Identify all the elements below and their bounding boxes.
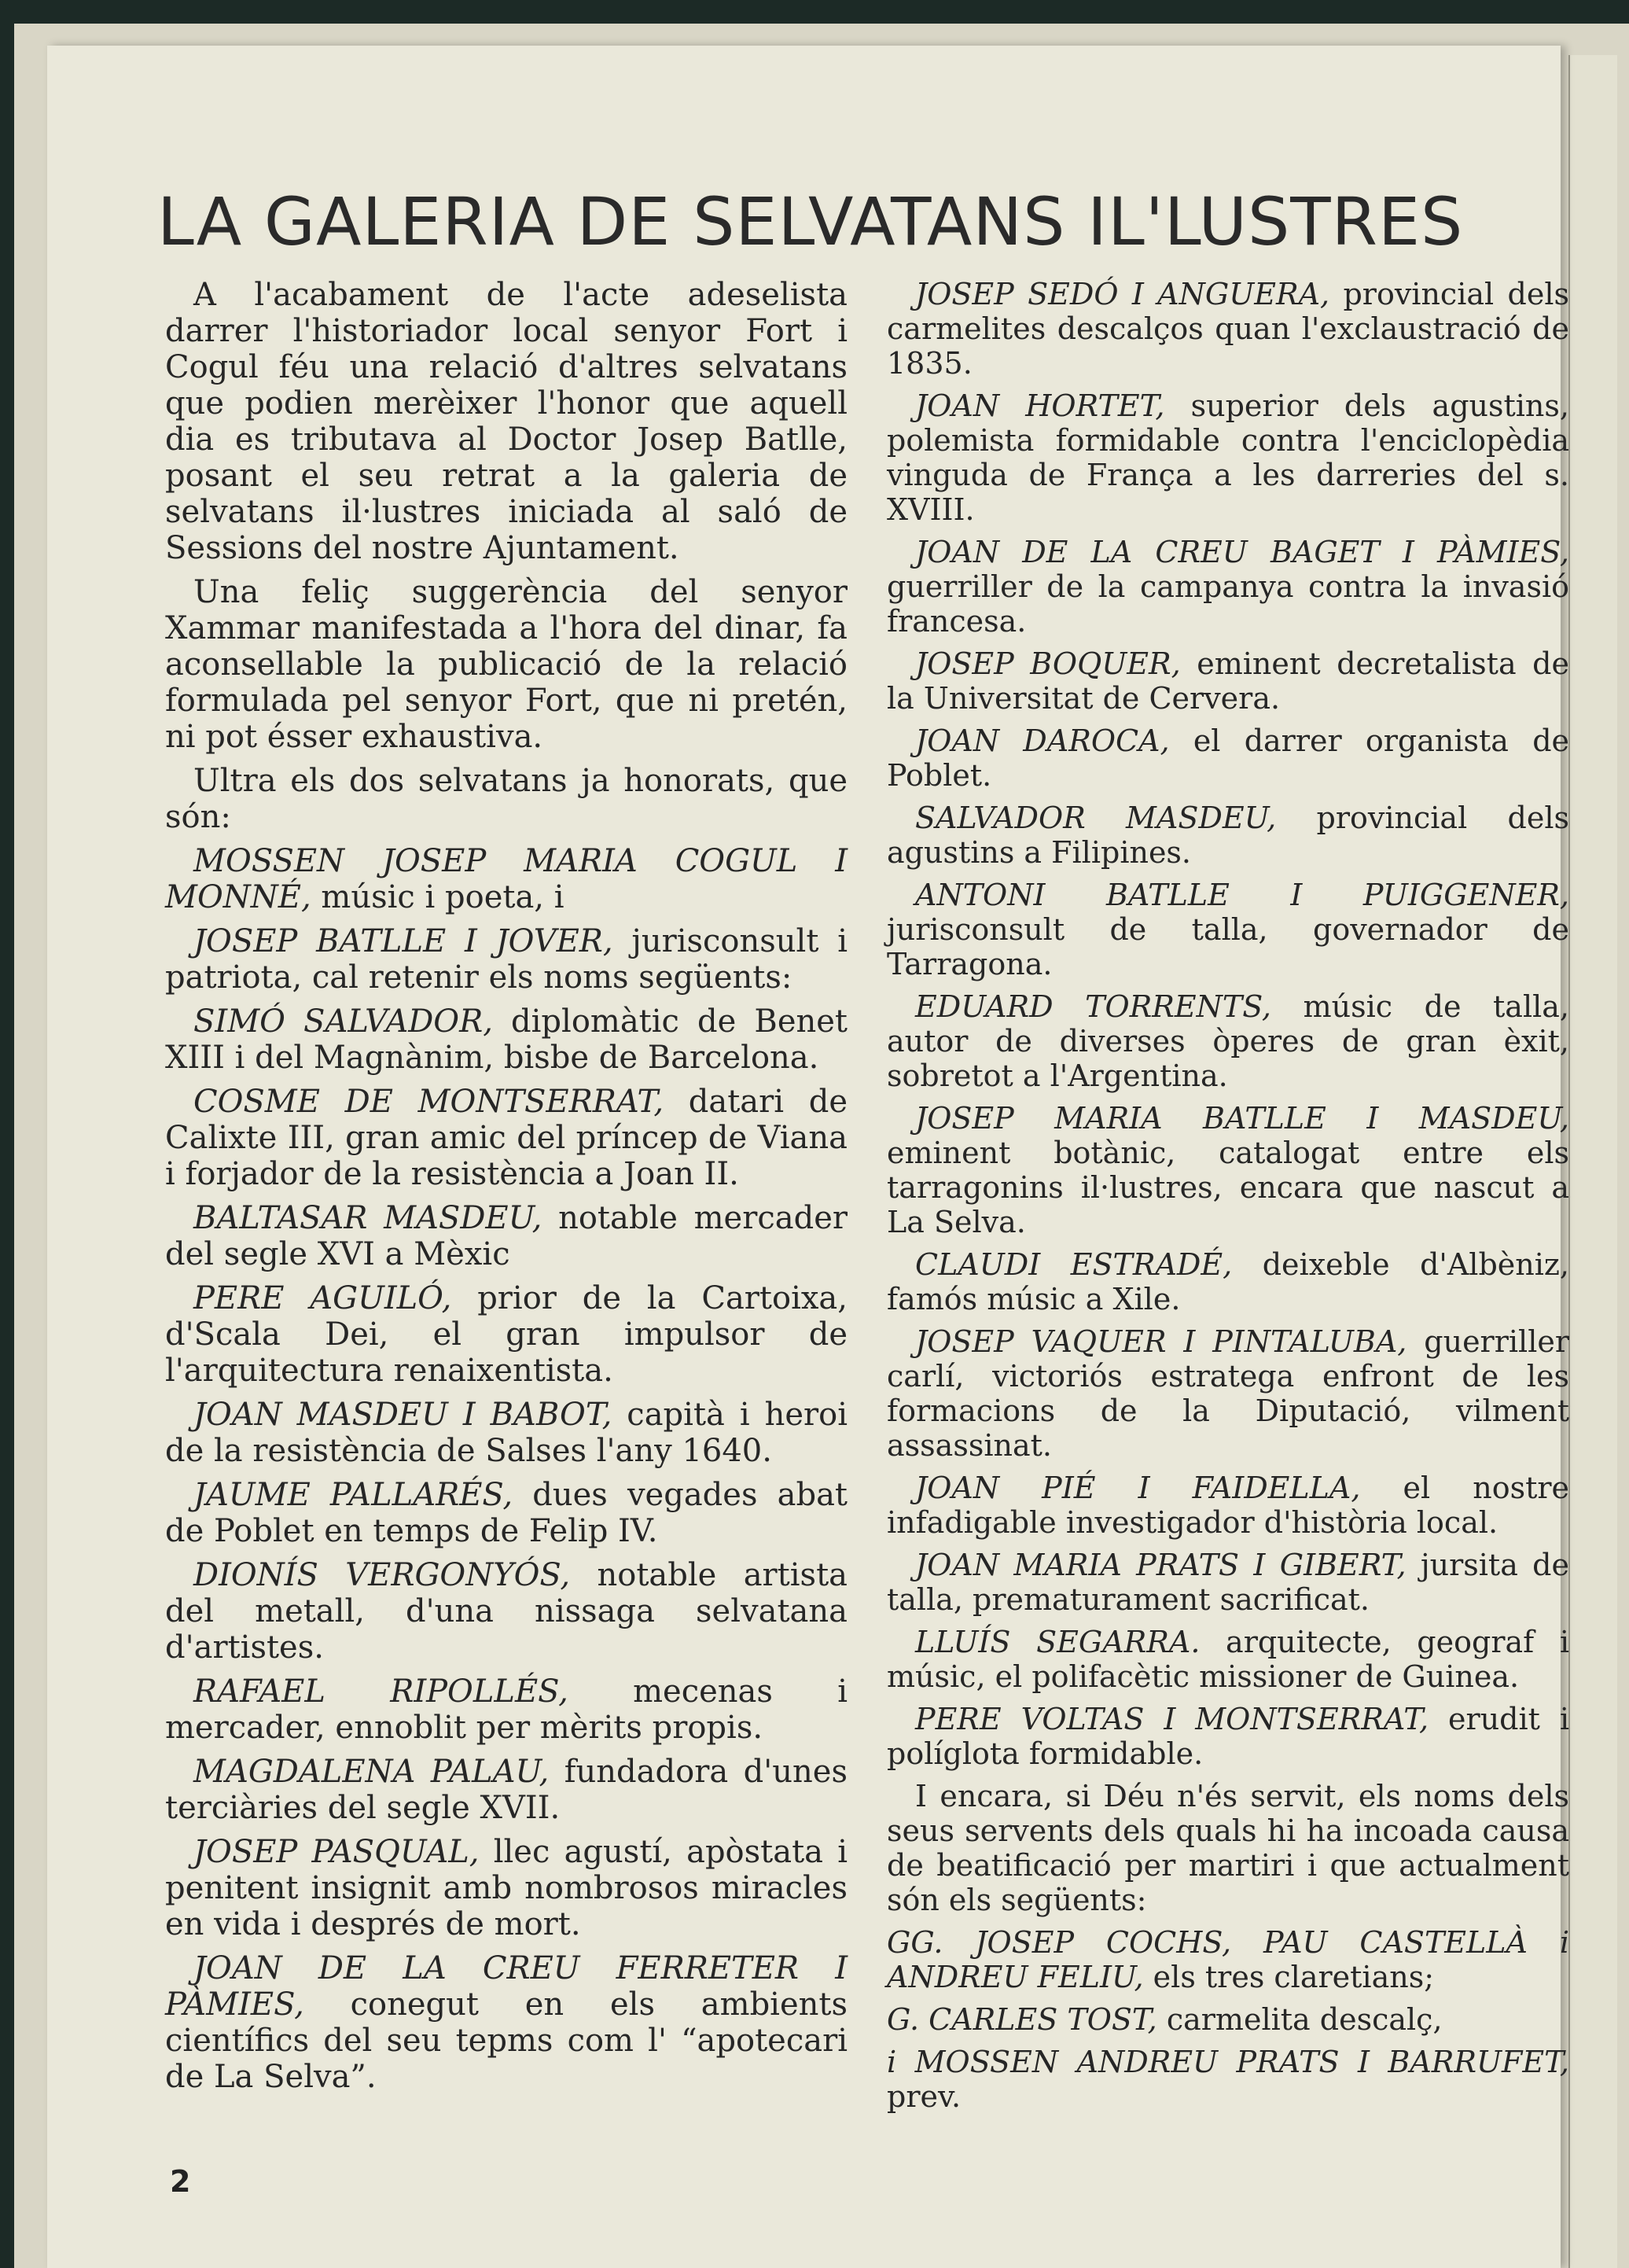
paragraph-text: A l'acabament de l'acte adeselista darrer l'historiador local senyor Fort i Cogul féu una relació d'altres selvatans que podien merèixer l'honor que aquell dia es tributava al Doctor Josep Batlle, posant el seu retrat a la galeria de selvatans il·lustres iniciada al saló de Sessions del nostre Ajuntament. xyxy=(165,277,848,566)
paragraph-text: Una feliç suggerència del senyor Xammar manifestada a l'hora del dinar, fa aconsellable la publicació de la relació formulada pel senyor Fort, que ni pretén, ni pot ésser exhaustiva. xyxy=(165,574,848,755)
paragraph-text: deixeble d'Albèniz, famós músic a Xile. xyxy=(887,1247,1569,1316)
person-name: SIMÓ SALVADOR, xyxy=(193,1003,493,1040)
paragraph xyxy=(887,989,1569,1093)
paragraph-text: mecenas i mercader, ennoblit per mèrits propis. xyxy=(165,1673,848,1746)
paragraph xyxy=(887,1324,1569,1463)
person-name: JOSEP VAQUER I PINTALUBA, xyxy=(915,1324,1407,1359)
paragraph-text: el nostre infadigable investigador d'història local. xyxy=(887,1471,1570,1540)
paragraph-text: I encara, si Déu n'és servit, els noms dels seus servents dels quals hi ha incoada causa de beatificació per martiri i que actualment són els següents: xyxy=(887,1779,1569,1917)
person-name: LLUÍS SEGARRA. xyxy=(915,1625,1201,1659)
person-name: CLAUDI ESTRADÉ, xyxy=(915,1247,1233,1282)
person-name: JOSEP MARIA BATLLE I MASDEU, xyxy=(915,1101,1569,1136)
paragraph-text: provincial dels carmelites descalços quan l'exclaustració de 1835. xyxy=(887,277,1569,381)
person-name: RAFAEL RIPOLLÉS, xyxy=(193,1673,568,1710)
paragraph-text: jurisconsult de talla, governador de Tarragona. xyxy=(887,912,1569,981)
person-name: JOSEP SEDÓ I ANGUERA, xyxy=(915,277,1330,311)
paragraph xyxy=(887,277,1569,381)
person-name: JOSEP PASQUAL, xyxy=(193,1834,480,1870)
next-page-edge xyxy=(1568,55,1617,2268)
paragraph-text: datari de Calixte III, gran amic del príncep de Viana i forjador de la resistència a Joan II. xyxy=(165,1084,848,1192)
paragraph-text: erudit i políglota formidable. xyxy=(887,1702,1569,1771)
paragraph xyxy=(887,535,1569,639)
paragraph-text: carmelita descalç, xyxy=(1156,2002,1443,2037)
person-name: G. CARLES TOST, xyxy=(887,2002,1157,2037)
paragraph-text: notable mercader del segle XVI a Mèxic xyxy=(165,1200,848,1272)
paragraph-text: capità i heroi de la resistència de Salses l'any 1640. xyxy=(165,1397,848,1469)
paragraph-text: superior dels agustins, polemista formidable contra l'enciclopèdia vinguda de França a les darreries del s. XVIII. xyxy=(887,388,1569,527)
paragraph-text: eminent decretalista de la Universitat de Cervera. xyxy=(887,646,1569,716)
page-number: 2 xyxy=(170,2164,191,2199)
person-name: JOSEP BOQUER, xyxy=(915,646,1181,681)
paragraph xyxy=(165,277,848,566)
paragraph xyxy=(165,574,848,755)
person-name: GG. JOSEP COCHS, PAU CASTELLÀ i ANDREU FELIU, xyxy=(887,1925,1569,1994)
person-name: JOAN MARIA PRATS I GIBERT, xyxy=(915,1548,1407,1582)
paragraph xyxy=(887,646,1569,716)
person-name: JOAN DAROCA, xyxy=(915,723,1170,758)
paragraph-text: guerriller carlí, victoriós estratega enfront de les formacions de la Diputació, vilment assassinat. xyxy=(887,1324,1570,1463)
paragraph xyxy=(887,1247,1569,1316)
person-name: JOAN MASDEU I BABOT, xyxy=(193,1397,612,1433)
paragraph xyxy=(887,878,1569,981)
paragraph-text: Ultra els dos selvatans ja honorats, que són: xyxy=(165,763,848,835)
person-name: MAGDALENA PALAU, xyxy=(193,1754,550,1790)
paragraph-text: músic de talla, autor de diverses òperes de gran èxit, sobretot a l'Argentina. xyxy=(887,989,1569,1093)
paragraph xyxy=(165,1557,848,1666)
paragraph xyxy=(887,388,1569,527)
person-name: EDUARD TORRENTS, xyxy=(915,989,1271,1024)
paragraph xyxy=(165,1673,848,1746)
person-name: PERE AGUILÓ, xyxy=(193,1280,452,1316)
paragraph xyxy=(887,1625,1569,1694)
paragraph xyxy=(887,1471,1569,1540)
right-column xyxy=(887,277,1569,2122)
paragraph xyxy=(887,1702,1569,1771)
paragraph xyxy=(887,1779,1569,1917)
paragraph-text: conegut en els ambients científics del seu tepms com l' “apotecari de La Selva”. xyxy=(165,1986,848,2095)
paragraph xyxy=(887,801,1569,870)
paragraph-text: dues vegades abat de Poblet en temps de Felip IV. xyxy=(165,1477,848,1549)
person-name: JOSEP BATLLE I JOVER, xyxy=(193,923,613,959)
paragraph-text: llec agustí, apòstata i penitent insignit amb nombrosos miracles en vida i després de mort. xyxy=(165,1834,848,1942)
paragraph-text: notable artista del metall, d'una nissaga selvatana d'artistes. xyxy=(165,1557,848,1666)
paragraph-text: guerriller de la campanya contra la invasió francesa. xyxy=(887,569,1569,639)
paragraph xyxy=(887,2045,1569,2114)
person-name: COSME DE MONTSERRAT, xyxy=(193,1084,664,1120)
paragraph xyxy=(165,1200,848,1272)
person-name: BALTASAR MASDEU, xyxy=(193,1200,542,1236)
paragraph-text: diplomàtic de Benet XIII i del Magnànim, bisbe de Barcelona. xyxy=(165,1003,848,1076)
paragraph-text: el darrer organista de Poblet. xyxy=(887,723,1570,793)
paragraph xyxy=(165,1084,848,1192)
paragraph-text: músic i poeta, i xyxy=(311,879,564,915)
paragraph-text: prev. xyxy=(887,2079,962,2114)
paragraph xyxy=(165,1754,848,1826)
paragraph xyxy=(165,1477,848,1549)
paragraph-text: eminent botànic, catalogat entre els tarragonins il·lustres, encara que nascut a La Selva. xyxy=(887,1136,1569,1239)
paragraph xyxy=(887,723,1569,793)
paragraph-text: jurisconsult i patriota, cal retenir els noms següents: xyxy=(165,923,848,996)
paragraph-text: fundadora d'unes terciàries del segle XVII. xyxy=(165,1754,848,1826)
paragraph-text: jursita de talla, prematurament sacrificat. xyxy=(887,1548,1569,1617)
person-name: DIONÍS VERGONYÓS, xyxy=(193,1557,571,1593)
paragraph xyxy=(165,763,848,835)
paragraph xyxy=(165,923,848,996)
person-name: SALVADOR MASDEU, xyxy=(915,801,1277,835)
left-column xyxy=(165,277,848,2103)
article-title: LA GALERIA DE SELVATANS IL'LUSTRES xyxy=(157,183,1464,260)
paragraph-text: els tres claretians; xyxy=(1143,1960,1434,1994)
paragraph xyxy=(165,1003,848,1076)
person-name: MOSSEN JOSEP MARIA COGUL I MONNÉ, xyxy=(165,843,848,915)
person-name: JOAN DE LA CREU FERRETER I PÀMIES, xyxy=(165,1950,848,2023)
paragraph xyxy=(165,1950,848,2095)
paragraph xyxy=(165,1834,848,1942)
person-name: i MOSSEN ANDREU PRATS I BARRUFET, xyxy=(887,2045,1569,2079)
paragraph xyxy=(165,1280,848,1389)
paragraph-text: prior de la Cartoixa, d'Scala Dei, el gran impulsor de l'arquitectura renaixentista. xyxy=(165,1280,848,1389)
person-name: JAUME PALLARÉS, xyxy=(193,1477,513,1513)
paragraph xyxy=(887,1548,1569,1617)
person-name: JOAN PIÉ I FAIDELLA, xyxy=(915,1471,1361,1505)
paragraph xyxy=(165,843,848,915)
paragraph xyxy=(165,1397,848,1469)
paragraph-text: arquitecte, geograf i músic, el polifacètic missioner de Guinea. xyxy=(887,1625,1569,1694)
person-name: JOAN DE LA CREU BAGET I PÀMIES, xyxy=(915,535,1569,569)
person-name: JOAN HORTET, xyxy=(915,388,1165,423)
paragraph xyxy=(887,2002,1569,2037)
paragraph xyxy=(887,1925,1569,1994)
person-name: ANTONI BATLLE I PUIGGENER, xyxy=(915,878,1569,912)
paragraph-text: provincial dels agustins a Filipines. xyxy=(887,801,1569,870)
person-name: PERE VOLTAS I MONTSERRAT, xyxy=(915,1702,1429,1736)
paragraph xyxy=(887,1101,1569,1239)
